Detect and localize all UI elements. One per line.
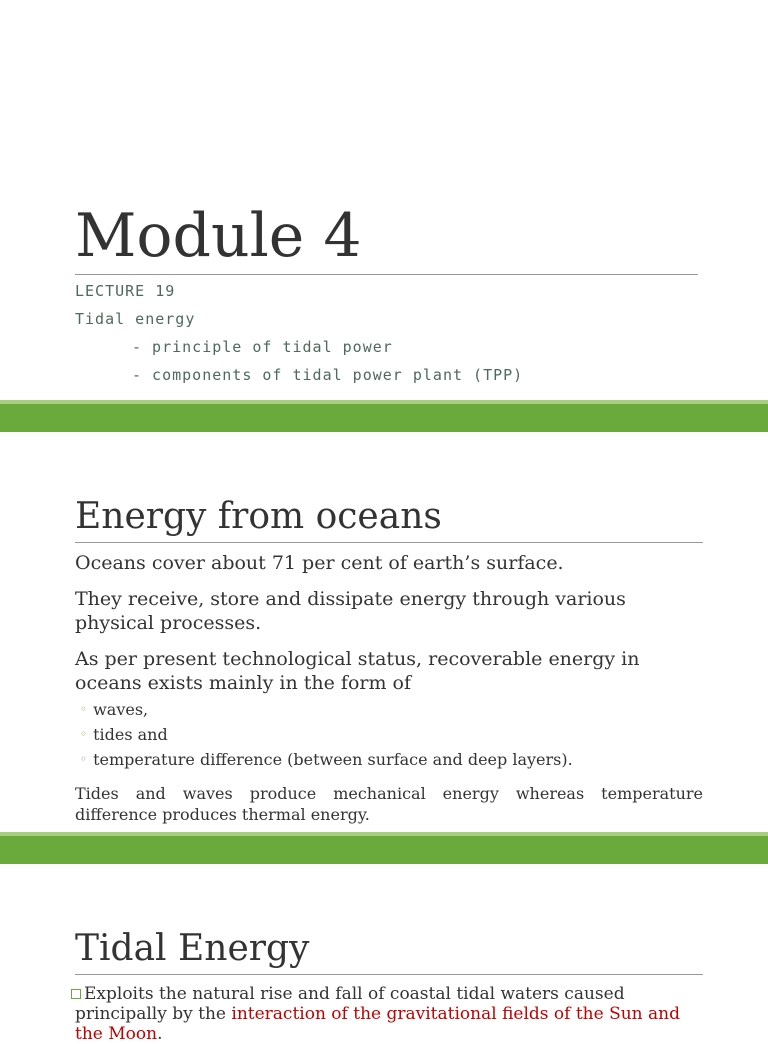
paragraph: As per present technological status, recoverable energy in oceans exists mainly in the form of	[75, 648, 640, 694]
topic-label: Tidal energy	[75, 310, 196, 328]
paragraph: Oceans cover about 71 per cent of earth’s surface.	[75, 552, 564, 574]
paragraph: Exploits the natural rise and fall of coastal tidal waters caused principally by the interaction of the gravitational fields of the Sun and the Moon.	[75, 984, 703, 1044]
topic-point: - components of tidal power plant (TPP)	[132, 366, 524, 384]
title-divider	[75, 542, 703, 543]
slide-module-4	[0, 0, 768, 400]
closing-paragraph: Tides and waves produce mechanical energy whereas temperature difference produces thermal energy.	[75, 784, 703, 824]
title-divider	[75, 274, 698, 275]
slide-title: Tidal Energy	[75, 928, 310, 969]
ring-bullet-icon: ◦	[80, 727, 88, 741]
slide-tidal-energy	[0, 864, 768, 1044]
slide-separator	[0, 400, 768, 432]
slide-energy-from-oceans	[0, 432, 768, 832]
list-item: ◦ temperature difference (between surface and deep layers).	[80, 750, 573, 769]
list-item: ◦ tides and	[80, 725, 168, 744]
checkbox-icon	[71, 989, 81, 999]
ring-bullet-icon: ◦	[80, 702, 88, 716]
lecture-label: LECTURE 19	[75, 282, 176, 300]
ring-bullet-icon: ◦	[80, 752, 88, 766]
topic-point: - principle of tidal power	[132, 338, 393, 356]
list-item: ◦ waves,	[80, 700, 149, 719]
highlighted-text: interaction of the gravitational fields of the Sun and the Moon	[75, 1004, 680, 1044]
slide-title: Energy from oceans	[75, 496, 442, 537]
paragraph: They receive, store and dissipate energy through various physical processes.	[75, 588, 626, 634]
slide-title: Module 4	[75, 201, 362, 271]
slide-separator	[0, 832, 768, 864]
title-divider	[75, 974, 703, 975]
